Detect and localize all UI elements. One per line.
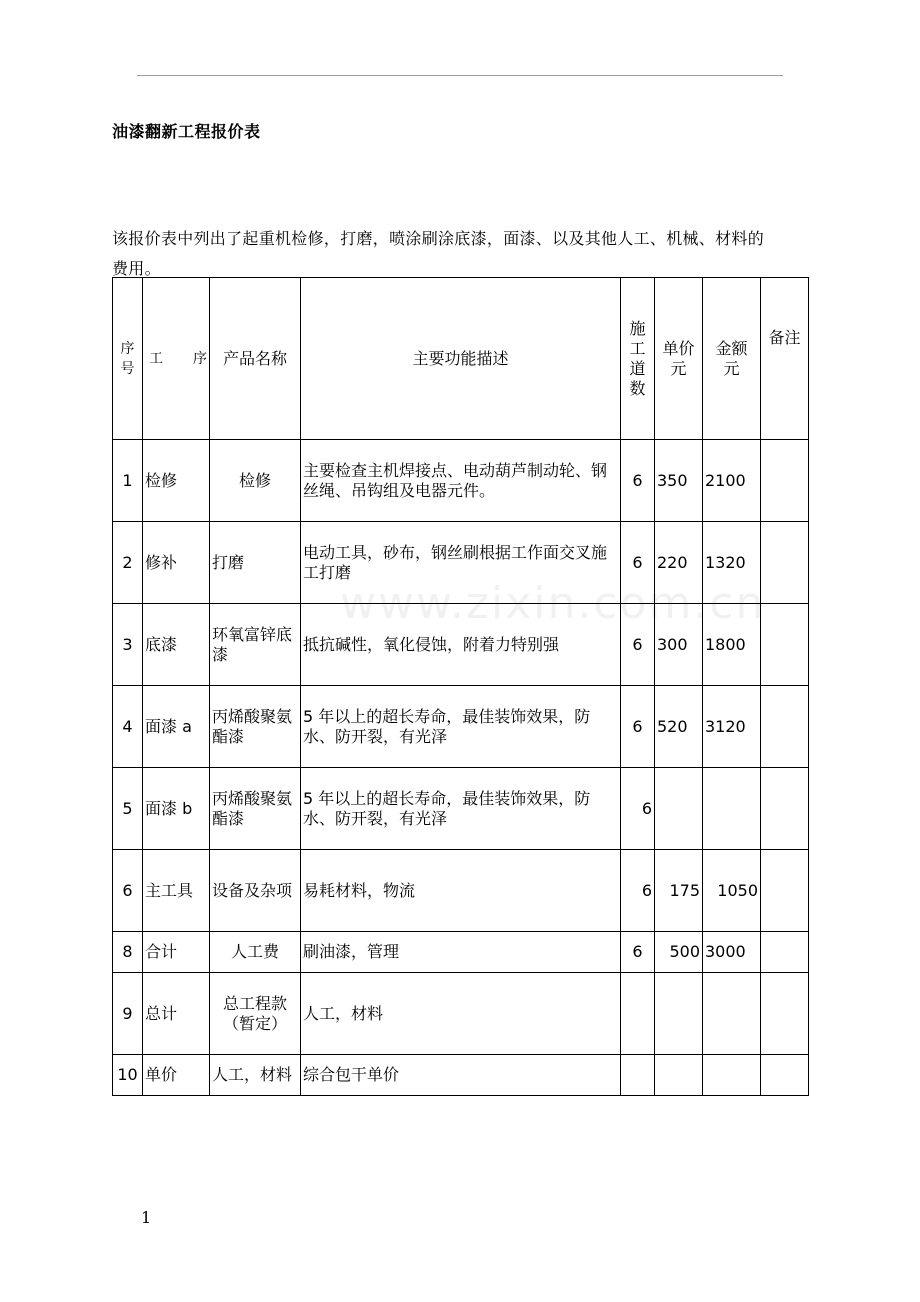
cell-description: 主要检查主机焊接点、电动葫芦制动轮、钢丝绳、吊钩组及电器元件。 <box>301 440 621 522</box>
header-seq: 序 号 <box>113 278 143 440</box>
cell-remark <box>761 768 809 850</box>
cell-process: 合计 <box>143 932 210 973</box>
cell-description: 抵抗碱性，氧化侵蚀，附着力特别强 <box>301 604 621 686</box>
cell-process: 总计 <box>143 973 210 1055</box>
cell-amount: 3120 <box>703 686 761 768</box>
cell-amount <box>703 1055 761 1096</box>
cell-process: 修补 <box>143 522 210 604</box>
header-remark: 备注 <box>761 278 809 440</box>
intro-paragraph: 该报价表中列出了起重机检修，打磨，喷涂刷涂底漆，面漆、以及其他人工、机械、材料的费用。 <box>112 229 765 278</box>
cell-process: 单价 <box>143 1055 210 1096</box>
cell-amount: 3000 <box>703 932 761 973</box>
cell-amount: 1320 <box>703 522 761 604</box>
cell-seq: 4 <box>113 686 143 768</box>
cell-product: 总工程款（暂定） <box>210 973 301 1055</box>
header-description: 主要功能描述 <box>301 278 621 440</box>
quote-table <box>112 277 809 1096</box>
cell-product: 打磨 <box>210 522 301 604</box>
cell-steps: 6 <box>621 850 655 932</box>
cell-remark <box>761 522 809 604</box>
cell-process: 主工具 <box>143 850 210 932</box>
table-row <box>113 1055 809 1096</box>
cell-seq: 9 <box>113 973 143 1055</box>
table-row <box>113 440 809 522</box>
table-row <box>113 604 809 686</box>
cell-unit-price: 350 <box>655 440 703 522</box>
cell-seq: 10 <box>113 1055 143 1096</box>
cell-steps: 6 <box>621 686 655 768</box>
cell-remark <box>761 440 809 522</box>
header-rule <box>137 75 783 76</box>
cell-steps: 6 <box>621 440 655 522</box>
cell-unit-price: 175 <box>655 850 703 932</box>
table-row <box>113 768 809 850</box>
cell-description: 5 年以上的超长寿命，最佳装饰效果，防水、防开裂，有光泽 <box>301 768 621 850</box>
cell-unit-price <box>655 973 703 1055</box>
cell-unit-price <box>655 1055 703 1096</box>
document-title: 油漆翻新工程报价表 <box>112 122 261 141</box>
cell-seq: 5 <box>113 768 143 850</box>
cell-product: 设备及杂项 <box>210 850 301 932</box>
cell-product: 人工费 <box>210 932 301 973</box>
cell-description: 刷油漆，管理 <box>301 932 621 973</box>
cell-unit-price: 520 <box>655 686 703 768</box>
cell-product: 人工，材料 <box>210 1055 301 1096</box>
watermark: www.zixin.com.cn <box>340 578 766 629</box>
table-row <box>113 686 809 768</box>
cell-remark <box>761 604 809 686</box>
header-unit-price: 单价 元 <box>655 278 703 440</box>
cell-process: 面漆 b <box>143 768 210 850</box>
cell-description: 综合包干单价 <box>301 1055 621 1096</box>
cell-process: 底漆 <box>143 604 210 686</box>
cell-remark <box>761 973 809 1055</box>
cell-product: 丙烯酸聚氨酯漆 <box>210 768 301 850</box>
table-row <box>113 522 809 604</box>
cell-amount: 2100 <box>703 440 761 522</box>
cell-product: 环氧富锌底漆 <box>210 604 301 686</box>
header-amount: 金额 元 <box>703 278 761 440</box>
table-row <box>113 973 809 1055</box>
cell-seq: 1 <box>113 440 143 522</box>
table-row <box>113 850 809 932</box>
header-product: 产品名称 <box>210 278 301 440</box>
cell-steps <box>621 1055 655 1096</box>
cell-unit-price: 300 <box>655 604 703 686</box>
cell-amount <box>703 973 761 1055</box>
cell-amount: 1050 <box>703 850 761 932</box>
page-number: 1 <box>141 1208 152 1227</box>
cell-description: 电动工具，砂布，钢丝刷根据工作面交叉施工打磨 <box>301 522 621 604</box>
cell-product: 丙烯酸聚氨酯漆 <box>210 686 301 768</box>
cell-steps <box>621 973 655 1055</box>
cell-amount: 1800 <box>703 604 761 686</box>
cell-unit-price <box>655 768 703 850</box>
cell-remark <box>761 1055 809 1096</box>
cell-remark <box>761 932 809 973</box>
table-row <box>113 932 809 973</box>
cell-steps: 6 <box>621 768 655 850</box>
cell-process: 检修 <box>143 440 210 522</box>
header-steps: 施 工 道 数 <box>621 278 655 440</box>
cell-remark <box>761 686 809 768</box>
cell-steps: 6 <box>621 932 655 973</box>
cell-unit-price: 220 <box>655 522 703 604</box>
cell-steps: 6 <box>621 522 655 604</box>
cell-description: 易耗材料，物流 <box>301 850 621 932</box>
cell-steps: 6 <box>621 604 655 686</box>
cell-description: 人工，材料 <box>301 973 621 1055</box>
cell-amount <box>703 768 761 850</box>
cell-seq: 3 <box>113 604 143 686</box>
header-process: 工 序 <box>143 278 210 440</box>
cell-process: 面漆 a <box>143 686 210 768</box>
cell-description: 5 年以上的超长寿命，最佳装饰效果，防水、防开裂，有光泽 <box>301 686 621 768</box>
cell-seq: 2 <box>113 522 143 604</box>
cell-seq: 8 <box>113 932 143 973</box>
table-header-row <box>113 278 809 440</box>
cell-remark <box>761 850 809 932</box>
cell-product: 检修 <box>210 440 301 522</box>
cell-unit-price: 500 <box>655 932 703 973</box>
cell-seq: 6 <box>113 850 143 932</box>
